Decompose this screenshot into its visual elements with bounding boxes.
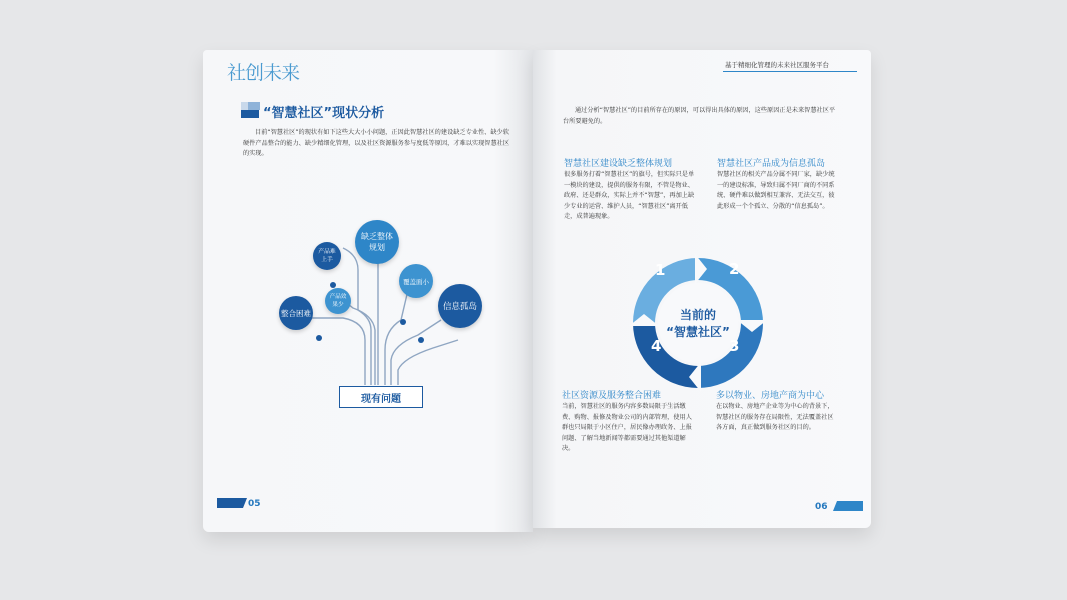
node-integration-difficulty: 整合困难 — [279, 296, 313, 330]
tree-root-box: 现有问题 — [339, 386, 423, 408]
block-text-2: 智慧社区的相关产品分属不同厂家，缺少统一的建设标准，导致归属不同厂商的不同系统、硬件难以做到相互兼容、无法交互，彼此形成一个个孤立、分散的“信息孤岛”。 — [717, 171, 835, 210]
cycle-number-2: 2 — [729, 260, 740, 278]
right-intro-text: 通过分析“智慧社区”的目前所存在的原因，可以得出具体的原因，这些原因正是未来智慧社区平台所要避免的。 — [563, 107, 836, 125]
page-number-left: 05 — [248, 499, 261, 509]
node-hard-to-use: 产品难上手 — [313, 242, 341, 270]
header-rule — [723, 71, 857, 72]
section-marker-icon — [239, 100, 263, 120]
right-page — [533, 50, 871, 528]
left-intro-text: 目前“智慧社区”的现状有如下这些大大小小问题，正因此智慧社区的建设缺乏专业性、缺少软硬件产品整合的能力、缺少精细化管理，以及社区资源服务参与度低等原因，才难以实现智慧社区的实现。 — [243, 129, 510, 157]
page-number-marker-left — [217, 498, 247, 508]
block-text-1: 很多服务打着“智慧社区”的旗号，但实际只是单一模块的建设，提供的服务有限，不管是物业、政府、还是群众，实际上并不“智慧”，再加上缺少专业的运营、维护人员，“智慧社区”离开低走，成普遍现象。 — [564, 171, 695, 220]
left-page — [203, 50, 533, 532]
node-information-island: 信息孤岛 — [438, 284, 482, 328]
node-small-coverage: 覆盖面小 — [399, 264, 433, 298]
section-title: “智慧社区”现状分析 — [263, 106, 385, 121]
node-low-effect: 产品效果少 — [325, 288, 351, 314]
block-title-2: 智慧社区产品成为信息孤岛 — [717, 159, 826, 169]
block-text-3: 当前，智慧社区的服务内容多数局限于生活缴费、购物、报修及物业公司的内部管理，使用人群也只局限于小区住户，居民像办理政务、上报问题、了解当地新闻等都需要通过其他渠道解决。 — [562, 403, 692, 452]
brand-logo: 社创未来 — [227, 62, 300, 84]
cycle-center-line2: “智慧社区” — [666, 325, 730, 339]
cycle-center-line1: 当前的 — [679, 308, 716, 322]
cycle-number-1: 1 — [655, 261, 666, 279]
node-no-overall-plan: 缺乏整体规划 — [355, 220, 399, 264]
block-text-4: 在以物业、房地产企业等为中心的背景下，智慧社区的服务存在局限性，无法覆盖社区各方面，真正做到服务社区的目的。 — [716, 403, 834, 431]
cycle-number-4: 4 — [651, 337, 662, 355]
page-number-marker-right — [833, 501, 863, 511]
page-number-right: 06 — [815, 502, 828, 512]
block-title-3: 社区资源及服务整合困难 — [562, 391, 662, 401]
block-title-4: 多以物业、房地产商为中心 — [716, 391, 825, 401]
running-header: 基于精细化管理的未来社区服务平台 — [725, 61, 829, 69]
cycle-number-3: 3 — [729, 337, 740, 355]
block-title-1: 智慧社区建设缺乏整体规划 — [564, 159, 673, 169]
